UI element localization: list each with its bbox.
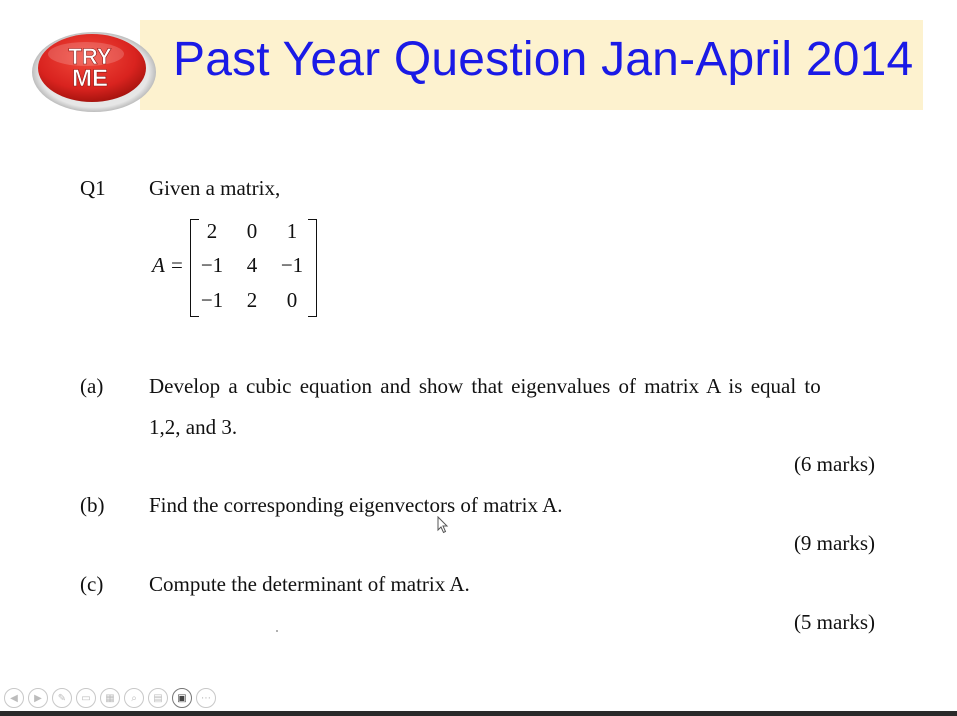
try-me-badge-icon xyxy=(28,24,158,114)
matrix-cell: −1 xyxy=(280,253,304,277)
matrix-cell: 2 xyxy=(246,288,258,312)
matrix-a xyxy=(152,213,322,321)
part-a-text-line1: Develop a cubic equation and show that eigenvalues of matrix A is equal to xyxy=(149,374,821,398)
stray-dot xyxy=(276,630,278,632)
matrix-cell: 4 xyxy=(246,253,258,277)
presentation-toolbar xyxy=(4,688,216,708)
badge-text-me: ME xyxy=(72,65,108,92)
subtitle-icon[interactable]: ▤ xyxy=(148,688,168,708)
matrix-label: A xyxy=(152,253,165,277)
part-c-text: Compute the determinant of matrix A. xyxy=(149,572,470,596)
matrix-cell: 2 xyxy=(206,219,218,243)
question-number: Q1 xyxy=(80,176,106,200)
part-a-marks: (6 marks) xyxy=(793,452,875,476)
matrix-equals: = xyxy=(171,253,183,277)
zoom-icon[interactable]: ⌕ xyxy=(124,688,144,708)
slides-icon[interactable]: ▦ xyxy=(100,688,120,708)
question-intro: Given a matrix, xyxy=(149,176,281,200)
badge-text-try: TRY xyxy=(68,44,112,69)
matrix-cell: 0 xyxy=(286,288,298,312)
part-c-label: (c) xyxy=(80,572,104,596)
part-b-label: (b) xyxy=(80,493,105,517)
camera-icon[interactable]: ▣ xyxy=(172,688,192,708)
more-icon[interactable]: ⋯ xyxy=(196,688,216,708)
mouse-cursor-icon xyxy=(437,516,449,534)
matrix-cell: 1 xyxy=(286,219,298,243)
pen-icon[interactable]: ✎ xyxy=(52,688,72,708)
part-c-marks: (5 marks) xyxy=(793,610,875,634)
matrix-cell: 0 xyxy=(246,219,258,243)
part-a-label: (a) xyxy=(80,374,104,398)
slide-title: Past Year Question Jan-April 2014 xyxy=(173,33,914,86)
matrix-cell: −1 xyxy=(200,253,224,277)
part-a-text-line2: 1,2, and 3. xyxy=(149,415,238,439)
part-b-marks: (9 marks) xyxy=(793,531,875,555)
eraser-icon[interactable]: ▭ xyxy=(76,688,96,708)
bottom-bar xyxy=(0,711,957,716)
matrix-cell: −1 xyxy=(200,288,224,312)
next-icon[interactable]: ▶ xyxy=(28,688,48,708)
part-b-text: Find the corresponding eigenvectors of matrix A. xyxy=(149,493,563,517)
prev-icon[interactable]: ◀ xyxy=(4,688,24,708)
